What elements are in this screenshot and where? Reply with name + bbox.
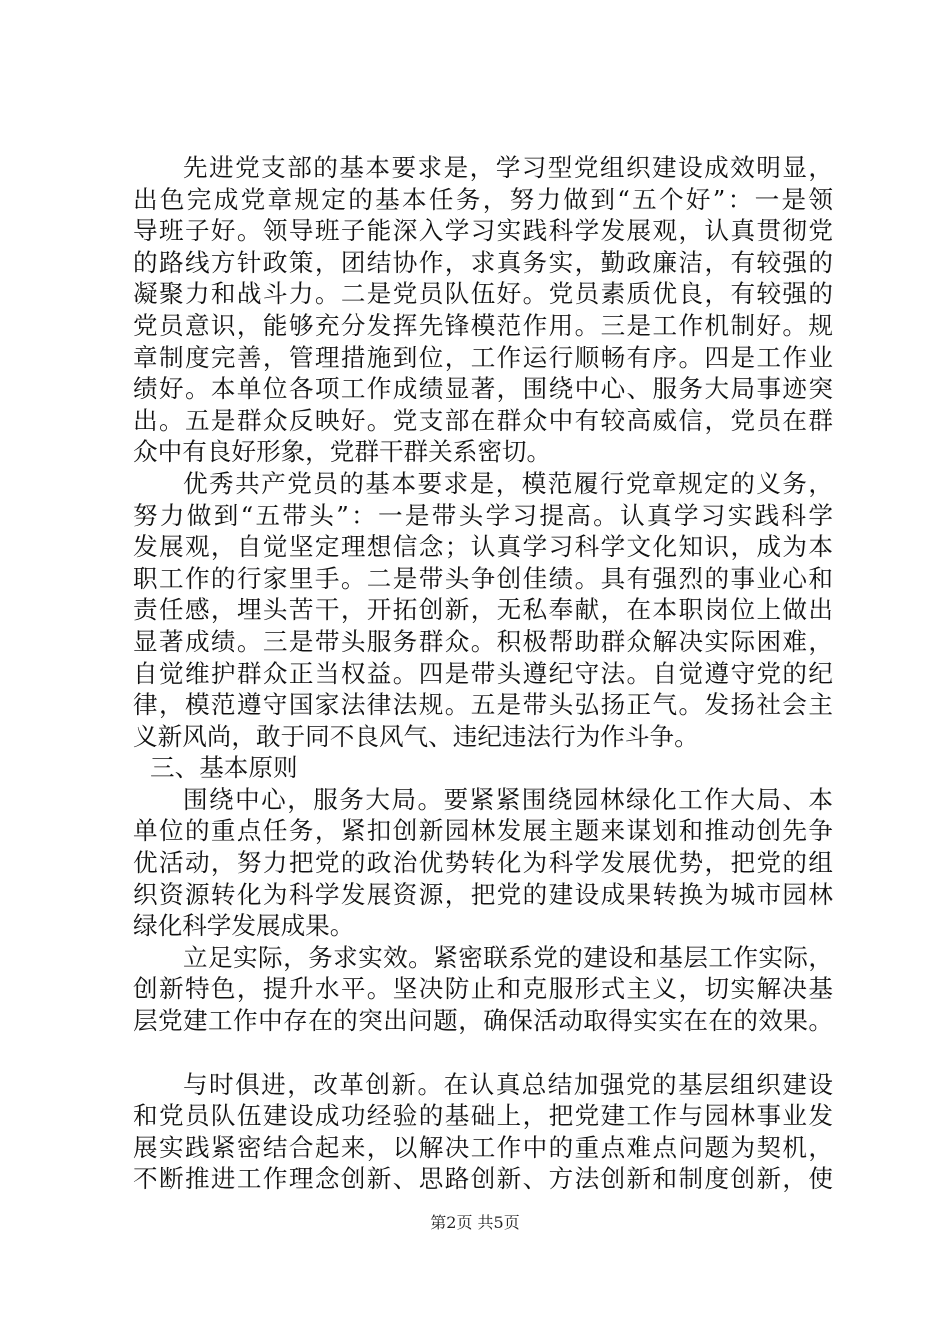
text-line: 优秀共产党员的基本要求是，模范履行党章规定的义务， [183,468,833,498]
text-line: 和党员队伍建设成功经验的基础上，把党建工作与园林事业发 [133,1101,833,1131]
text-line: 不断推进工作理念创新、思路创新、方法创新和制度创新，使 [133,1164,833,1194]
text-line: 立足实际，务求实效。紧密联系党的建设和基层工作实际， [183,942,833,972]
text-line: 创新特色，提升水平。坚决防止和克服形式主义，切实解决基 [133,974,833,1004]
text-line: 绿化科学发展成果。 [133,911,355,941]
text-line: 凝聚力和战斗力。二是党员队伍好。党员素质优良，有较强的 [133,279,833,309]
text-line: 的路线方针政策，团结协作，求真务实，勤政廉洁，有较强的 [133,247,833,277]
text-line: 自觉维护群众正当权益。四是带头遵纪守法。自觉遵守党的纪 [133,658,833,688]
text-line: 章制度完善，管理措施到位，工作运行顺畅有序。四是工作业 [133,342,833,372]
text-line: 层党建工作中存在的突出问题，确保活动取得实实在在的效果。 [133,1006,833,1036]
page-number: 第2页 共5页 [430,1213,520,1232]
text-line: 出。五是群众反映好。党支部在群众中有较高威信，党员在群 [133,405,833,435]
paragraph-spacer [133,1037,833,1069]
text-line: 责任感，埋头苦干，开拓创新，无私奉献，在本职岗位上做出 [133,595,833,625]
text-line: 努力做到“五带头”：一是带头学习提高。认真学习实践科学 [133,500,833,530]
text-line: 发展观，自觉坚定理想信念；认真学习科学文化知识，成为本 [133,532,833,562]
text-line: 职工作的行家里手。二是带头争创佳绩。具有强烈的事业心和 [133,563,833,593]
text-line: 先进党支部的基本要求是，学习型党组织建设成效明显， [183,153,833,182]
text-line: 优活动，努力把党的政治优势转化为科学发展优势，把党的组 [133,848,833,878]
text-line: 众中有良好形象，党群干群关系密切。 [133,437,552,467]
text-line: 单位的重点任务，紧扣创新园林发展主题来谋划和推动创先争 [133,816,833,846]
text-line: 律，模范遵守国家法律法规。五是带头弘扬正气。发扬社会主 [133,690,833,720]
text-line: 义新风尚，敢于同不良风气、违纪违法行为作斗争。 [133,721,699,751]
document-body [133,152,833,1195]
text-line: 出色完成党章规定的基本任务，努力做到“五个好”：一是领 [133,184,833,214]
text-line: 党员意识，能够充分发挥先锋模范作用。三是工作机制好。规 [133,310,833,340]
text-line: 显著成绩。三是带头服务群众。积极帮助群众解决实际困难， [133,626,833,656]
text-line: 织资源转化为科学发展资源，把党的建设成果转换为城市园林 [133,879,833,909]
section-heading: 三、基本原则 [150,753,298,783]
text-line: 导班子好。领导班子能深入学习实践科学发展观，认真贯彻党 [133,216,833,246]
text-line: 绩好。本单位各项工作成绩显著，围绕中心、服务大局事迹突 [133,374,833,404]
text-line: 与时俱进，改革创新。在认真总结加强党的基层组织建设 [183,1069,833,1099]
text-line: 展实践紧密结合起来，以解决工作中的重点难点问题为契机， [133,1132,833,1162]
text-line: 围绕中心，服务大局。要紧紧围绕园林绿化工作大局、本 [183,784,833,814]
